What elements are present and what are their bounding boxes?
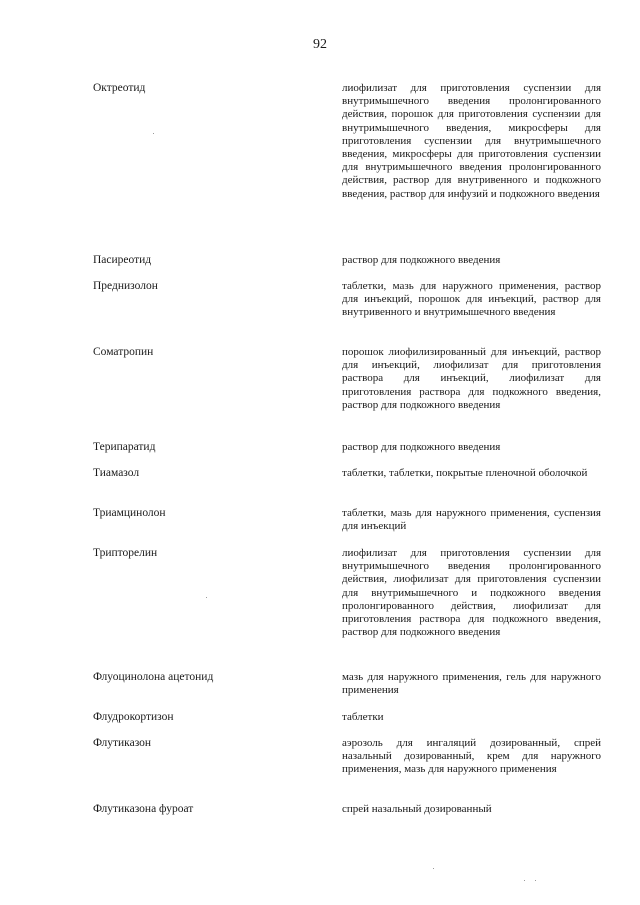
drug-name: Флутиказона фуроат xyxy=(93,803,194,815)
scan-speck xyxy=(433,868,434,869)
drug-name: Преднизолон xyxy=(93,280,158,292)
drug-dosage-forms: таблетки, таблетки, покрытые пленочной оболочкой xyxy=(342,467,588,479)
drug-dosage-forms: лиофилизат для приготовления суспензии для внутримышечного введения пролонгированного действия, лиофилизат для приготовления суспензии для внутримышечного и подкожного введения пролонгированного действия, лиофилизат для приготовления раствора для подкожного введения, раствор для подкожного введения xyxy=(342,547,601,639)
scan-speck xyxy=(206,597,207,598)
drug-dosage-forms: лиофилизат для приготовления суспензии для внутримышечного введения пролонгированного действия, порошок для приготовления суспензии для внутримышечного введения, микросферы для приготовления суспензии для внутримышечного введения, микросферы для приготовления суспензии для внутримышечного введения пролонгированного действия, раствор для внутривенного и подкожного введения, раствор для инфузий и подкожного введения xyxy=(342,82,601,200)
drug-name: Флуоцинолона ацетонид xyxy=(93,671,214,683)
drug-entry xyxy=(93,803,601,829)
drug-dosage-forms: мазь для наружного применения, гель для наружного применения xyxy=(342,671,601,697)
drug-entry xyxy=(93,507,601,547)
drug-entry xyxy=(93,441,601,467)
drug-entry xyxy=(93,254,601,280)
drug-entry xyxy=(93,547,601,671)
drug-dosage-forms: порошок лиофилизированный для инъекций, раствор для инъекций, лиофилизат для приготовления раствора для инъекций, лиофилизат для приготовления раствора для подкожного введения, раствор для подкожного введения xyxy=(342,346,601,411)
page-number: 92 xyxy=(313,37,327,52)
drug-dosage-forms: спрей назальный дозированный xyxy=(342,803,492,815)
scan-speck xyxy=(153,133,154,134)
drug-name: Соматропин xyxy=(93,346,154,358)
drug-entry xyxy=(93,346,601,441)
drug-entry xyxy=(93,671,601,711)
drug-dosage-forms: таблетки, мазь для наружного применения, суспензия для инъекций xyxy=(342,507,601,533)
drug-dosage-forms: таблетки, мазь для наружного применения, раствор для инъекций, порошок для инъекций, раствор для внутривенного и внутримышечного введения xyxy=(342,280,601,319)
drug-dosage-forms: таблетки xyxy=(342,711,384,723)
drug-entry xyxy=(93,467,601,507)
drug-name: Тиамазол xyxy=(93,467,140,479)
drug-name: Флутиказон xyxy=(93,737,152,749)
drug-list xyxy=(93,82,601,829)
drug-name: Пасиреотид xyxy=(93,254,152,266)
drug-name: Терипаратид xyxy=(93,441,156,453)
drug-entry xyxy=(93,737,601,803)
drug-entry xyxy=(93,280,601,346)
drug-dosage-forms: раствор для подкожного введения xyxy=(342,441,501,453)
drug-name: Трипторелин xyxy=(93,547,158,559)
drug-dosage-forms: аэрозоль для ингаляций дозированный, спрей назальный дозированный, крем для наружного применения, мазь для наружного применения xyxy=(342,737,601,776)
scan-speck xyxy=(524,880,525,881)
drug-entry xyxy=(93,711,601,737)
drug-dosage-forms: раствор для подкожного введения xyxy=(342,254,501,266)
drug-name: Октреотид xyxy=(93,82,146,94)
drug-entry xyxy=(93,82,601,254)
scan-speck xyxy=(535,880,536,881)
drug-name: Флудрокортизон xyxy=(93,711,174,723)
drug-name: Триамцинолон xyxy=(93,507,166,519)
